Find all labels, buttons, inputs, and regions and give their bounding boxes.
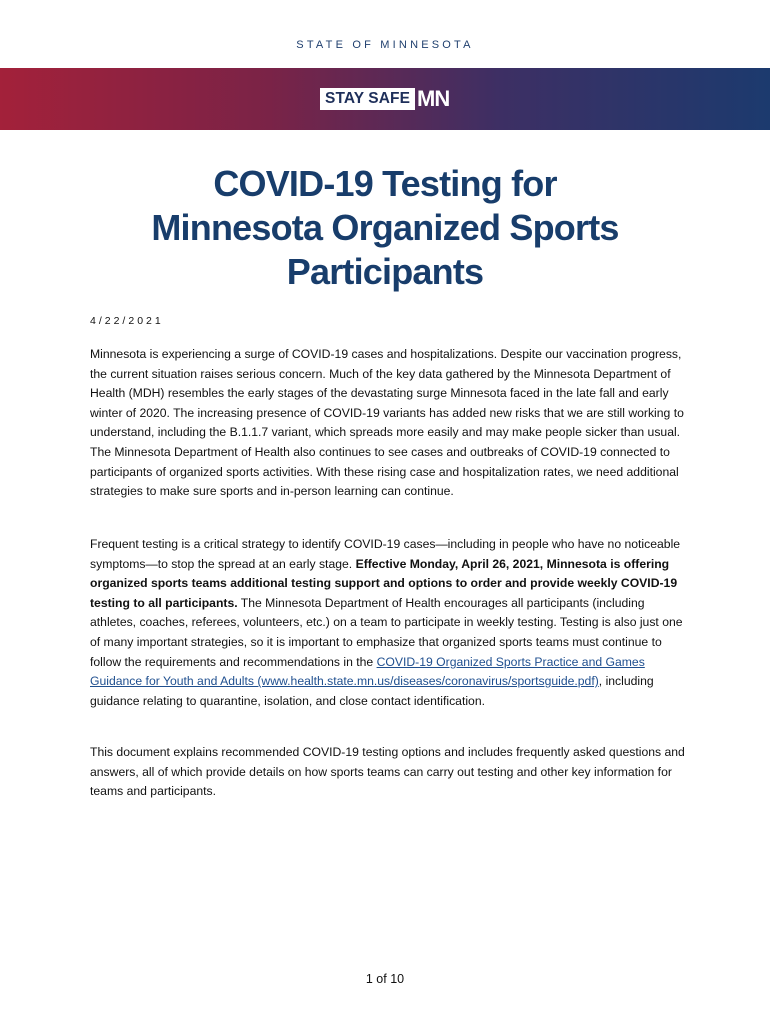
sports-guidance-link[interactable]: COVID-19 Organized Sports Practice and Games Guidance for Youth and Adults (www.health.state.mn.us/diseases/coronavirus/sportsguide.pdf)	[90, 654, 645, 689]
document-title	[60, 162, 710, 294]
paragraph-testing	[90, 535, 690, 711]
logo-stay-safe-text: STAY SAFE	[320, 88, 415, 110]
state-label: STATE OF MINNESOTA	[296, 39, 474, 51]
stay-safe-mn-logo	[320, 88, 449, 110]
paragraph-testing-start: Frequent testing is a critical strategy to identify COVID-19 cases—including in people who have no noticeable symptoms—to stop the spread at an early stage.	[90, 537, 681, 571]
title-line-1: COVID-19 Testing for	[213, 163, 557, 204]
title-line-2: Minnesota Organized Sports	[151, 207, 619, 248]
document-date: 4/22/2021	[90, 315, 164, 327]
paragraph-testing-bold: Effective Monday, April 26, 2021, Minnesota is offering organized sports teams additional testing support and options to order and provide weekly COVID-19 testing to all participants.	[90, 556, 678, 610]
logo-mn-text: MN	[417, 86, 450, 111]
paragraph-document-scope: This document explains recommended COVID-19 testing options and includes frequently asked questions and answers, all of which provide details on how sports teams can carry out testing and other key information for teams and participants.	[90, 745, 685, 799]
paragraph-testing-mid: The Minnesota Department of Health encourages all participants (including athletes, coaches, referees, volunteers, etc.) on a team to participate in weekly testing. Testing is also just one of many important strategies, so it is important to emphasize that organized sports teams must continue to follow the requirements and recommendations in the	[90, 595, 683, 669]
header-banner	[0, 68, 770, 130]
paragraph-testing-end: , including guidance relating to quarantine, isolation, and close contact identification.	[90, 674, 654, 708]
page-number: 1 of 10	[365, 972, 405, 986]
paragraph-intro: Minnesota is experiencing a surge of COVID-19 cases and hospitalizations. Despite our vaccination progress, the current situation raises serious concern. Much of the key data gathered by the Minnesota Department of Health (MDH) resembles the early stages of the devastating surge Minnesota faced in the late fall and early winter of 2020. The increasing presence of COVID-19 variants has added new risks that we are still working to understand, including the B.1.1.7 variant, which spreads more easily and may make people sicker than usual. The Minnesota Department of Health also continues to see cases and outbreaks of COVID-19 connected to participants of organized sports activities. With these rising case and hospitalization rates, we need additional strategies to make sure sports and in-person learning can continue.	[90, 347, 684, 499]
title-line-3: Participants	[286, 251, 484, 292]
